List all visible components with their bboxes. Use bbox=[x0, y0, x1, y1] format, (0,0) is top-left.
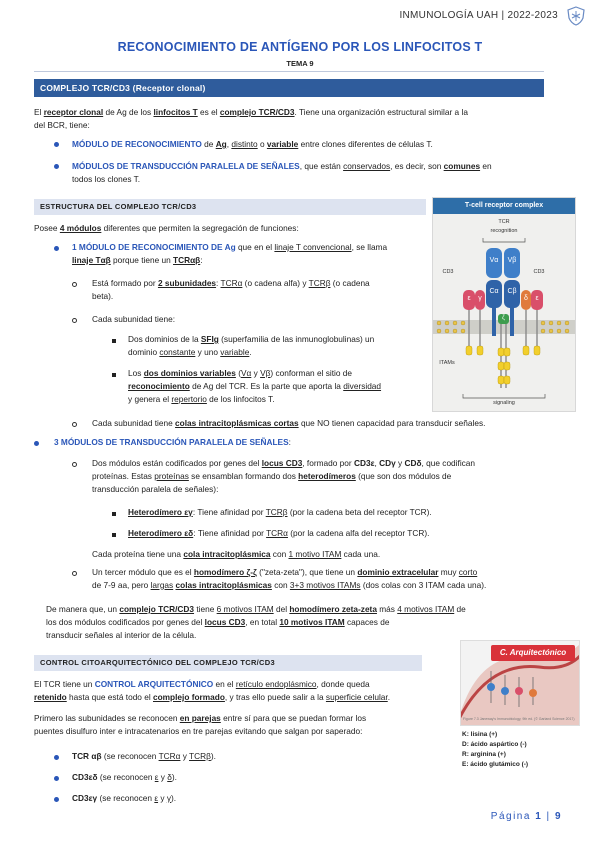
bullet-icon bbox=[54, 776, 59, 781]
sub-bullet-icon bbox=[72, 318, 77, 323]
running-header: INMUNOLOGÍA UAH | 2022-2023 bbox=[399, 10, 558, 21]
sub-bullet-icon bbox=[72, 282, 77, 287]
square-bullet-icon bbox=[112, 512, 116, 516]
sub-bullet-icon bbox=[72, 462, 77, 467]
list-item: MÓDULO DE RECONOCIMIENTO de Ag, distinto o variable entre clones diferentes de células T. bbox=[72, 139, 433, 149]
section-heading-estructura: ESTRUCTURA DEL COMPLEJO TCR/CD3 bbox=[34, 199, 426, 215]
list-item: TCR αβ (se reconocen TCRα y TCRβ). bbox=[72, 751, 216, 761]
figure-label: Vβ bbox=[507, 257, 517, 264]
figure-label: CD3 bbox=[533, 269, 545, 275]
section-heading-complejo: COMPLEJO TCR/CD3 (Receptor clonal) bbox=[34, 79, 544, 97]
figure-label: δ bbox=[524, 295, 528, 302]
list-item: Heterodímero εγ: Tiene afinidad por TCRβ (por la cadena beta del receptor TCR). bbox=[128, 507, 432, 517]
legend-item: D: ácido aspártico (-) bbox=[462, 741, 527, 748]
figure-title: T-cell receptor complex bbox=[433, 198, 575, 214]
figure-label: ε bbox=[535, 295, 539, 302]
sub-bullet-icon bbox=[72, 571, 77, 576]
list-item: CD3εγ (se reconocen ε y γ). bbox=[72, 793, 177, 803]
list-item: Está formado por 2 subunidades: TCRα (o cadena alfa) y TCRβ (o cadena beta). bbox=[92, 278, 370, 301]
paragraph: El receptor clonal de Ag de los linfocitos T es el complejo TCR/CD3. Tiene una organización estructural similar a la del BCR, tiene: bbox=[34, 107, 468, 130]
figure-title: C. Arquitectónico bbox=[491, 645, 575, 661]
figure-label: ITAMs bbox=[439, 360, 455, 366]
bullet-icon bbox=[54, 755, 59, 760]
bullet-icon bbox=[34, 441, 39, 446]
list-item: Cada subunidad tiene: bbox=[92, 314, 176, 324]
figure-label: Cβ bbox=[507, 288, 517, 295]
figure-label: signaling bbox=[493, 400, 515, 406]
paragraph: Cada proteína tiene una cola intracitoplásmica con 1 motivo ITAM cada una. bbox=[92, 549, 381, 559]
square-bullet-icon bbox=[112, 373, 116, 377]
tcr-complex-figure bbox=[432, 197, 576, 412]
figure-label: recognition bbox=[490, 228, 518, 234]
figure-label: ε bbox=[467, 295, 471, 302]
list-item: Heterodímero εδ: Tiene afinidad por TCRα (por la cadena alfa del receptor TCR). bbox=[128, 528, 430, 538]
figure-caption: Figure 7.3 Janeway's Immunobiology, 9th ed. (© Garland Science 2017) bbox=[463, 717, 575, 721]
page-title: RECONOCIMIENTO DE ANTÍGENO POR LOS LINFOCITOS T bbox=[117, 40, 483, 54]
bullet-icon bbox=[54, 164, 59, 169]
figure-label: Cα bbox=[489, 288, 499, 295]
square-bullet-icon bbox=[112, 339, 116, 343]
list-item: Los dos dominios variables (Vα y Vβ) conforman el sitio de reconocimiento de Ag del TCR. Es la parte que aporta la diversidad y genera el repertorio de los linfocitos T. bbox=[128, 368, 382, 404]
shield-logo-icon bbox=[566, 6, 586, 26]
architectural-control-figure bbox=[460, 640, 580, 726]
figure-label: Vα bbox=[489, 257, 499, 264]
section-heading-control: CONTROL CITOARQUITECTÓNICO DEL COMPLEJO TCR/CD3 bbox=[34, 655, 422, 671]
list-item: 1 MÓDULO DE RECONOCIMIENTO DE Ag que en el linaje T convencional, se llama linaje Tαβ porque tiene un TCRαβ: bbox=[72, 242, 388, 265]
legend-item: R: arginina (+) bbox=[462, 751, 506, 758]
figure-label: ζ bbox=[502, 315, 505, 321]
square-bullet-icon bbox=[112, 533, 116, 537]
bullet-icon bbox=[54, 246, 59, 251]
divider bbox=[34, 71, 544, 72]
list-item: Cada subunidad tiene colas intracitoplásmicas cortas que NO tienen capacidad para transducir señales. bbox=[92, 418, 486, 428]
list-item: 3 MÓDULOS DE TRANSDUCCIÓN PARALELA DE SEÑALES: bbox=[54, 437, 291, 447]
list-item: Dos dominios de la SFIg (superfamilia de las inmunoglobulinas) un dominio constante y uno variable. bbox=[128, 334, 375, 357]
list-item: Un tercer módulo que es el homodímero ζ-ζ ("zeta-zeta"), que tiene un dominio extracelular muy corto de 7-9 aa, pero largas colas intracitoplásmicas con 3+3 motivos ITAMs (dos colas con 3 ITAM cada una). bbox=[92, 567, 487, 590]
list-item: CD3εδ (se reconocen ε y δ). bbox=[72, 772, 177, 782]
figure-label: γ bbox=[478, 295, 482, 302]
figure-label: CD3 bbox=[442, 269, 454, 275]
list-item: MÓDULOS DE TRANSDUCCIÓN PARALELA DE SEÑALES, que están conservados, es decir, son comunes en todos los clones T. bbox=[72, 161, 492, 184]
sub-bullet-icon bbox=[72, 422, 77, 427]
topic-label: TEMA 9 bbox=[286, 59, 314, 68]
legend-item: E: ácido glutámico (-) bbox=[462, 761, 529, 768]
bullet-icon bbox=[54, 142, 59, 147]
paragraph: Posee 4 módulos diferentes que permiten la segregación de funciones: bbox=[34, 223, 299, 233]
paragraph: El TCR tiene un CONTROL ARQUITECTÓNICO en el retículo endoplásmico, donde queda retenido hasta que está todo el complejo formado, y tras ello puede salir a la superficie celular. bbox=[34, 679, 391, 702]
paragraph: De manera que, un complejo TCR/CD3 tiene 6 motivos ITAM del homodímero zeta-zeta más 4 motivos ITAM de los dos módulos codificados por genes del locus CD3, en total 10 motivos ITAM capaces de transducir señales al interior de la célula. bbox=[46, 604, 466, 640]
list-item: Dos módulos están codificados por genes del locus CD3, formado por CD3ε, CDγ y CDδ, que codifican proteínas. Estas proteínas se ensamblan formando dos heterodímeros (que son dos módulos de transducción paralela de señales): bbox=[92, 458, 476, 494]
figure-label: TCR bbox=[498, 219, 510, 225]
paragraph: Primero las subunidades se reconocen en parejas entre sí para que se puedan formar los puentes disulfuro inter e intracatenarios en tre parejas evitando que salgan por saperado: bbox=[34, 713, 367, 736]
bullet-icon bbox=[54, 797, 59, 802]
tcr-complex-drawing bbox=[433, 198, 575, 411]
page-number: Página 1 | 9 bbox=[490, 811, 562, 822]
legend-item: K: lisina (+) bbox=[462, 731, 498, 738]
